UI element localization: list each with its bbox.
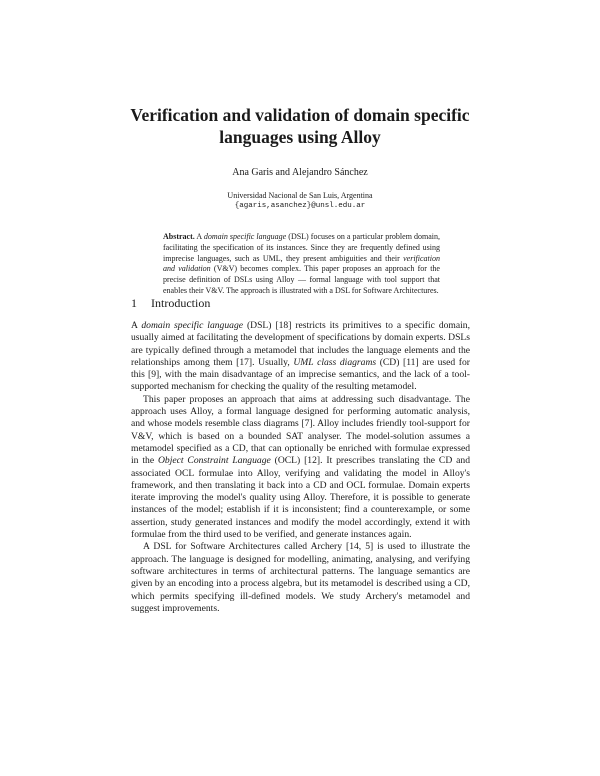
author-email: {agaris,asanchez}@unsl.edu.ar bbox=[234, 202, 366, 210]
p1-b: (DSL) [18] restricts its primitives to a specific domain, usually aimed at facilitating the development of specifications by domain experts. DSLs are typically defined through a metamodel that includes the language elements and the relationships among them [17]. Usually, bbox=[131, 320, 470, 368]
abstract-text-a: A bbox=[196, 232, 204, 241]
paragraph-1 bbox=[131, 320, 470, 394]
body-text bbox=[131, 320, 470, 615]
abstract-label: Abstract. bbox=[163, 232, 195, 241]
abstract-text-c: (V&V) becomes complex. This paper proposes an approach for the precise definition of DSLs using Alloy — formal language with tool support that enables their V&V. The approach is illustrated with a DSL for Software Architectures. bbox=[163, 264, 440, 295]
p1-c: (CD) [11] are used for this [9], with the main disadvantage of an imprecise semantics, and the lack of a tool-supported mechanism for checking the quality of the resulting metamodel. bbox=[131, 356, 470, 393]
p1-em-b: UML class diagrams bbox=[293, 356, 377, 368]
p1-em-a: domain specific language bbox=[141, 320, 244, 331]
p1-a: A bbox=[131, 320, 142, 331]
paragraph-3 bbox=[131, 541, 470, 615]
section-heading bbox=[131, 296, 210, 311]
affiliation: Universidad Nacional de San Luis, Argentina bbox=[227, 191, 373, 200]
p2-em-a: Object Constraint Language bbox=[157, 455, 271, 467]
p2-b: (OCL) [12]. It prescribes translating the CD and associated OCL formulae into Alloy, verifying and validating the model in Alloy's framework, and then translating it back into a CD and OCL formulae. Domain experts iterate improving the model's quality using Alloy. Therefore, it is possible to generate instances of the model; establish if it is inconsistent; find a counterexample, or some assertion, study generated instances and modify the model accordingly, extend it with formulae from the third used to be verified, and generate instances again. bbox=[131, 455, 470, 541]
p3-a: A DSL for Software Architectures called Archery [14, 5] is used to illustrate the approach. The language is designed for modelling, animating, analysing, and verifying software architectures in terms of architectural patterns. The language semantics are given by an encoding into a process algebra, but its metamodel is described using a CD, which permits specifying ill-defined models. We study Archery's metamodel and suggest improvements. bbox=[131, 541, 470, 614]
paragraph-2 bbox=[131, 394, 470, 542]
abstract-text-b: (DSL) focuses on a particular problem domain, facilitating the specification of its instances. Since they are frequently defined using imprecise languages, such as UML, they present ambiguities and their bbox=[163, 232, 440, 263]
p2-a: This paper proposes an approach that aims at addressing such disadvantage. The approach uses Alloy, a formal language designed for performing automatic analysis, and whose models resemble class diagrams [7]. Alloy includes friendly tool-support for V&V, which is based on a bounded SAT analyser. The model-solution assumes a metamodel specified as a CD, that can optionally be enriched with formulae expressed in the bbox=[131, 393, 470, 467]
section-number: 1 bbox=[131, 296, 137, 310]
paper-title: Verification and validation of domain specific languages using Alloy bbox=[130, 105, 470, 147]
section-title: Introduction bbox=[151, 296, 211, 310]
abstract-em-b: verification and validation bbox=[163, 253, 440, 274]
abstract-em-a: domain specific language bbox=[203, 232, 287, 241]
paper-authors: Ana Garis and Alejandro Sánchez bbox=[232, 167, 368, 178]
abstract bbox=[163, 232, 440, 297]
affiliation-block bbox=[100, 190, 500, 212]
